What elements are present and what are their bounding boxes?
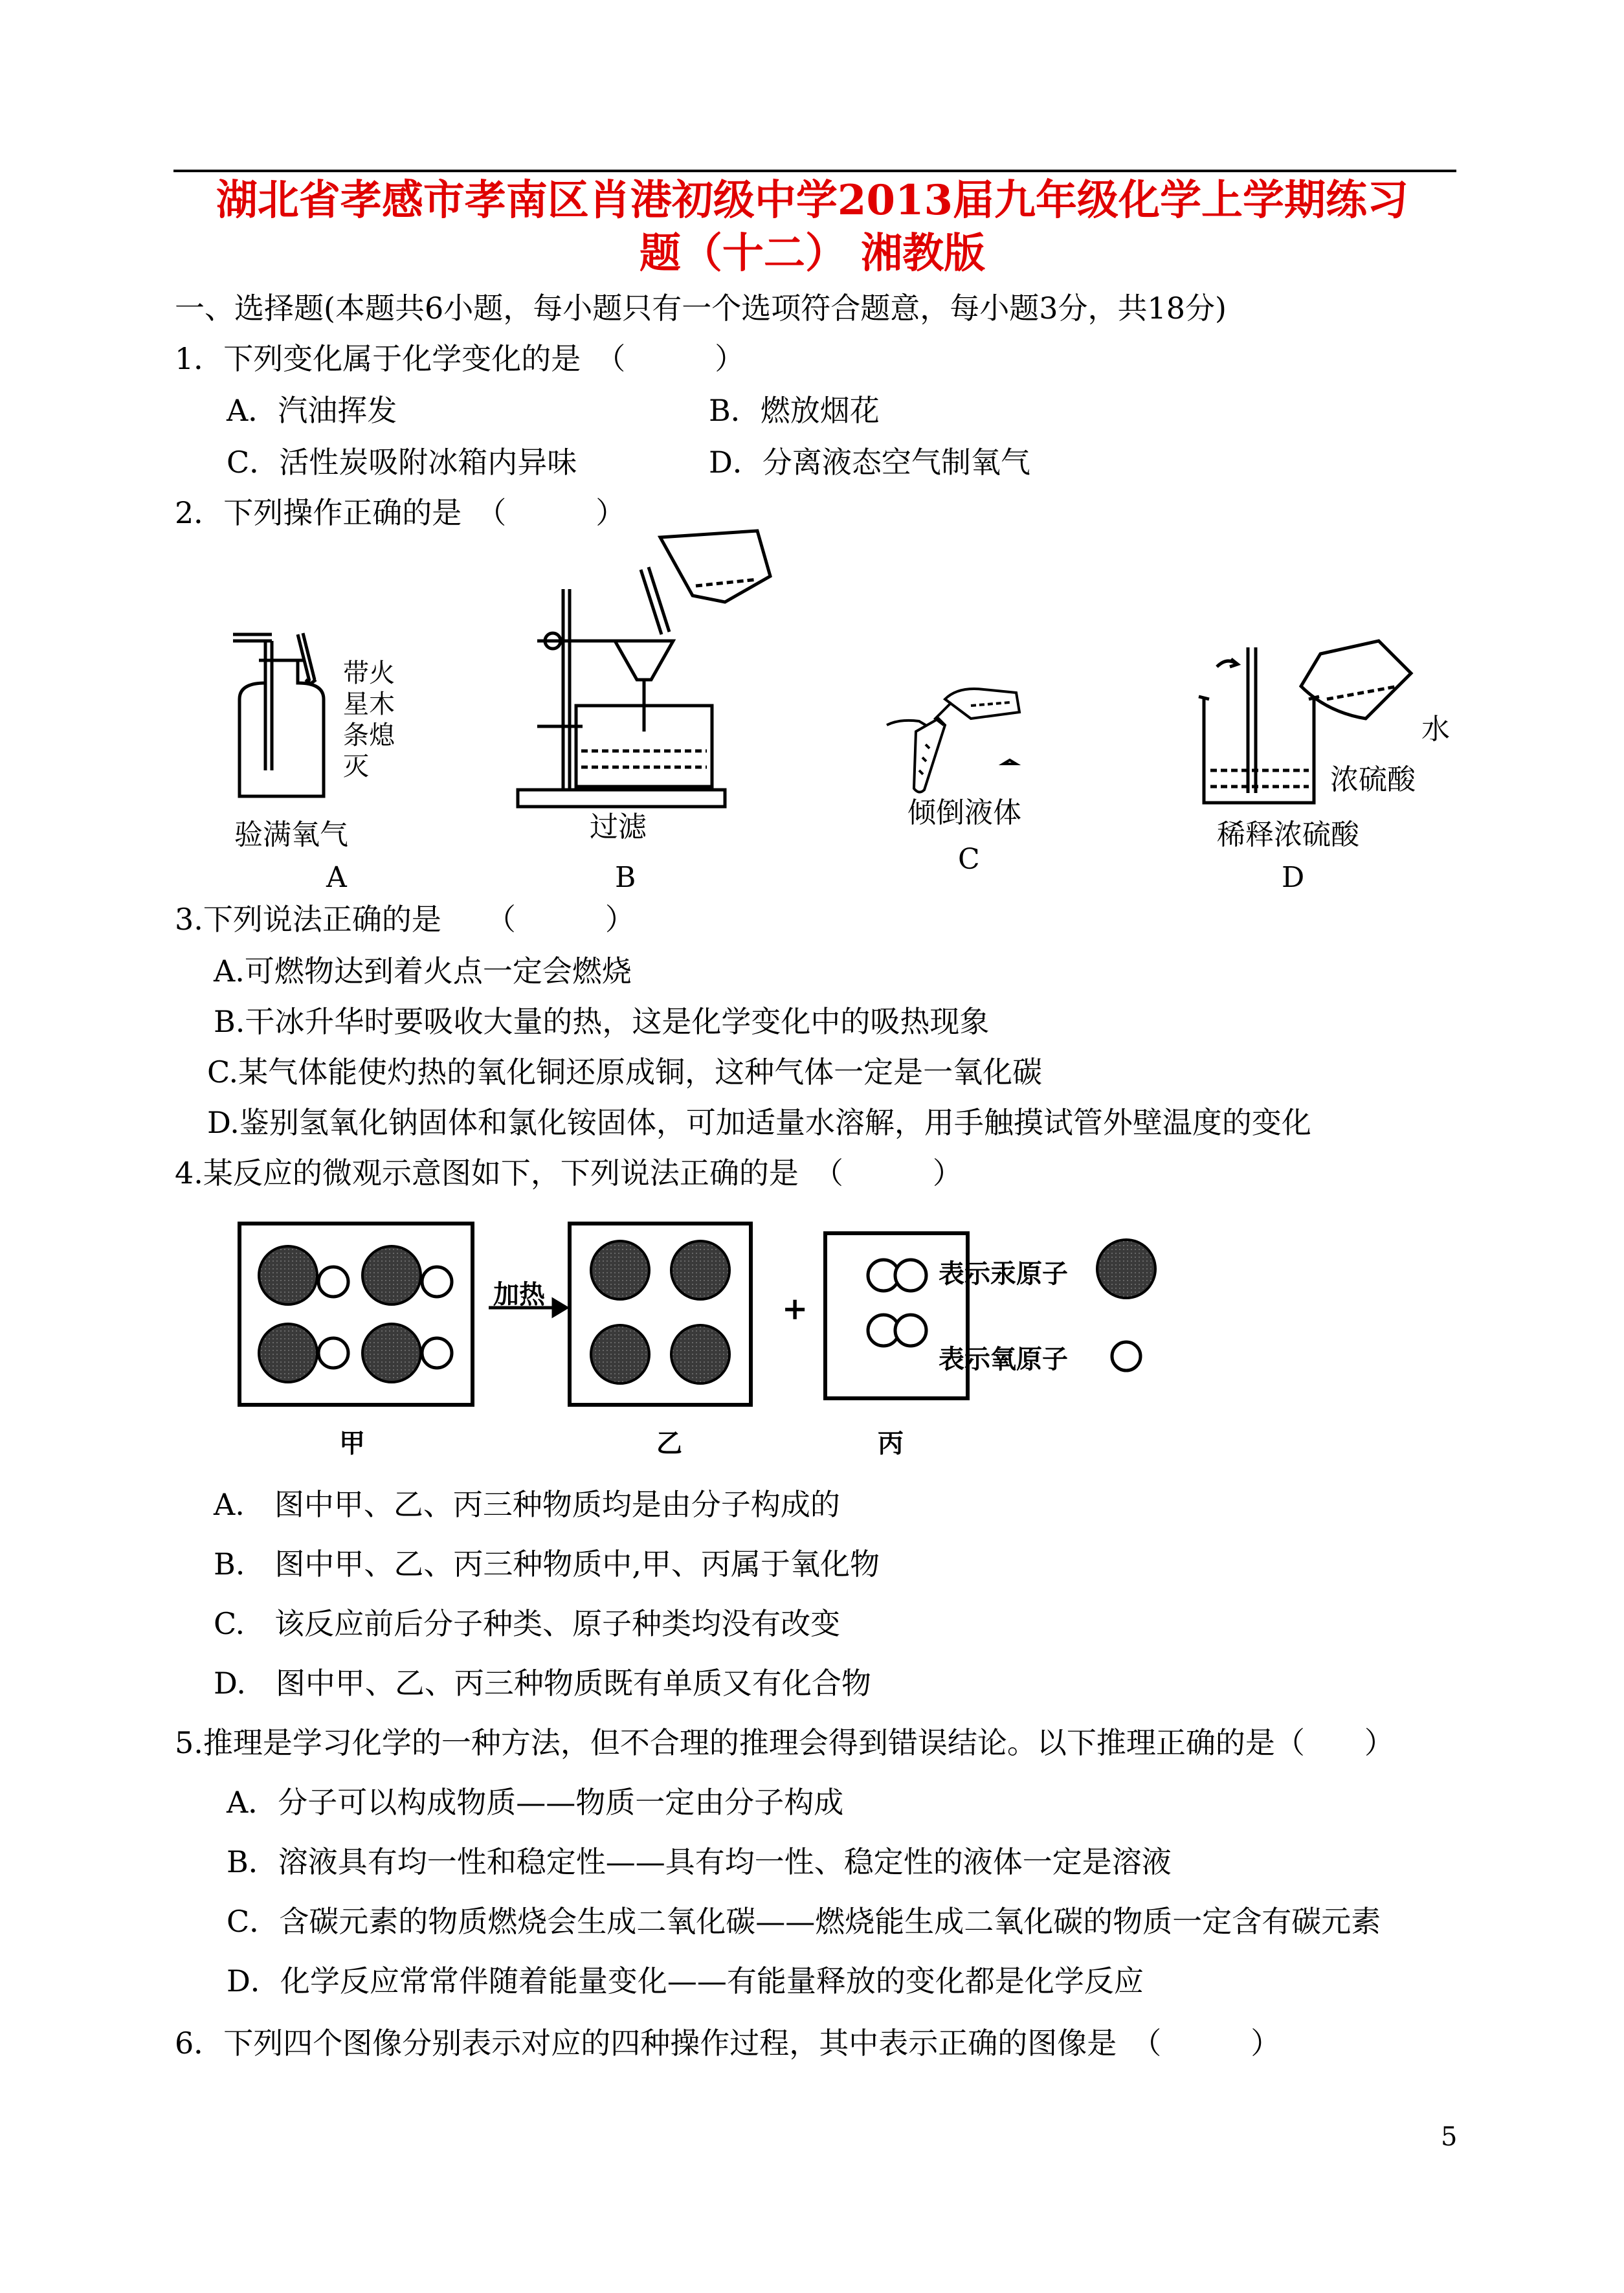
- header-rule: [173, 170, 1456, 172]
- q3-option-a: A.可燃物达到着火点一定会燃烧: [214, 954, 632, 989]
- fig-a-annotation-line-1: 带火: [343, 658, 395, 688]
- q3-option-d: D.鉴别氢氧化钠固体和氯化铵固体，可加适量水溶解，用手触摸试管外壁温度的变化: [207, 1105, 1311, 1140]
- q1-option-d: D．分离液态空气制氧气: [709, 445, 1030, 480]
- fig-d-water-label: 水: [1421, 713, 1450, 746]
- fig-a-annotation-line-3: 条熄: [343, 721, 395, 750]
- q3-option-c: C.某气体能使灼热的氧化铜还原成铜，这种气体一定是一氧化碳: [207, 1055, 1043, 1090]
- reaction-plus-sign: +: [782, 1291, 808, 1327]
- legend-mercury-label: 表示汞原子: [939, 1258, 1068, 1289]
- q4-stem: 4.某反应的微观示意图如下，下列说法正确的是 （ ）: [175, 1156, 962, 1191]
- fig-a-annotation-line-2: 星木: [343, 689, 395, 719]
- fig-a-caption: 验满氧气: [234, 818, 348, 851]
- reaction-diagram: [233, 1217, 1333, 1450]
- fig-b-caption: 过滤: [590, 811, 647, 844]
- pouring-liquid-figure: [874, 673, 1036, 803]
- q2-stem: 2．下列操作正确的是 （ ）: [175, 495, 626, 530]
- box-bing-label: 丙: [878, 1428, 904, 1459]
- fig-c-caption: 倾倒液体: [907, 796, 1021, 829]
- q1-option-b: B．燃放烟花: [709, 393, 880, 428]
- q6-stem: 6．下列四个图像分别表示对应的四种操作过程，其中表示正确的图像是 （ ）: [175, 2026, 1281, 2061]
- q3-stem: 3.下列说法正确的是 （ ）: [175, 902, 635, 937]
- fig-a-annotation: [343, 658, 395, 782]
- q3-option-b: B.干冰升华时要吸收大量的热，这是化学变化中的吸热现象: [214, 1004, 990, 1039]
- fig-d-letter: D: [1282, 861, 1305, 894]
- q5-option-c: C．含碳元素的物质燃烧会生成二氧化碳——燃烧能生成二氧化碳的物质一定含有碳元素: [227, 1904, 1381, 1939]
- fig-c-letter: C: [958, 843, 980, 876]
- q1-option-a: A．汽油挥发: [227, 393, 397, 428]
- q1-option-c: C．活性炭吸附冰箱内异味: [227, 445, 577, 480]
- q4-option-d: D. 图中甲、乙、丙三种物质既有单质又有化合物: [214, 1666, 871, 1701]
- fig-a-letter: A: [326, 861, 347, 894]
- title-line-1: 湖北省孝感市孝南区肖港初级中学2013届九年级化学上学期练习: [216, 176, 1409, 225]
- page-number: 5: [1441, 2122, 1458, 2152]
- q5-option-a: A．分子可以构成物质——物质一定由分子构成: [227, 1785, 844, 1820]
- q4-option-b: B. 图中甲、乙、丙三种物质中,甲、丙属于氧化物: [214, 1547, 880, 1582]
- fig-d-acid-label: 浓硫酸: [1330, 763, 1416, 796]
- fig-d-caption: 稀释浓硫酸: [1217, 818, 1359, 851]
- q4-option-c: C. 该反应前后分子种类、原子种类均没有改变: [214, 1606, 841, 1641]
- q5-stem: 5.推理是学习化学的一种方法，但不合理的推理会得到错误结论。以下推理正确的是（ ）: [175, 1725, 1394, 1760]
- title-line-2: 题（十二） 湘教版: [639, 229, 986, 278]
- reaction-arrow-label: 加热: [493, 1279, 545, 1310]
- fig-a-annotation-line-4: 灭: [343, 752, 369, 781]
- box-jia-label: 甲: [339, 1428, 365, 1459]
- q5-option-b: B．溶液具有均一性和稳定性——具有均一性、稳定性的液体一定是溶液: [227, 1844, 1172, 1879]
- filtration-figure: [511, 524, 783, 809]
- section-heading: 一、选择题(本题共6小题，每小题只有一个选项符合题意，每小题3分，共18分): [175, 291, 1227, 326]
- q1-stem: 1．下列变化属于化学变化的是 （ ）: [175, 341, 745, 376]
- box-yi-label: 乙: [656, 1428, 682, 1459]
- legend-oxygen-label: 表示氧原子: [939, 1344, 1068, 1374]
- q4-option-a: A. 图中甲、乙、丙三种物质均是由分子构成的: [214, 1487, 840, 1522]
- oxygen-bottle-figure: [220, 621, 350, 816]
- fig-b-letter: B: [615, 861, 636, 894]
- q5-option-d: D．化学反应常常伴随着能量变化——有能量释放的变化都是化学反应: [227, 1963, 1144, 1998]
